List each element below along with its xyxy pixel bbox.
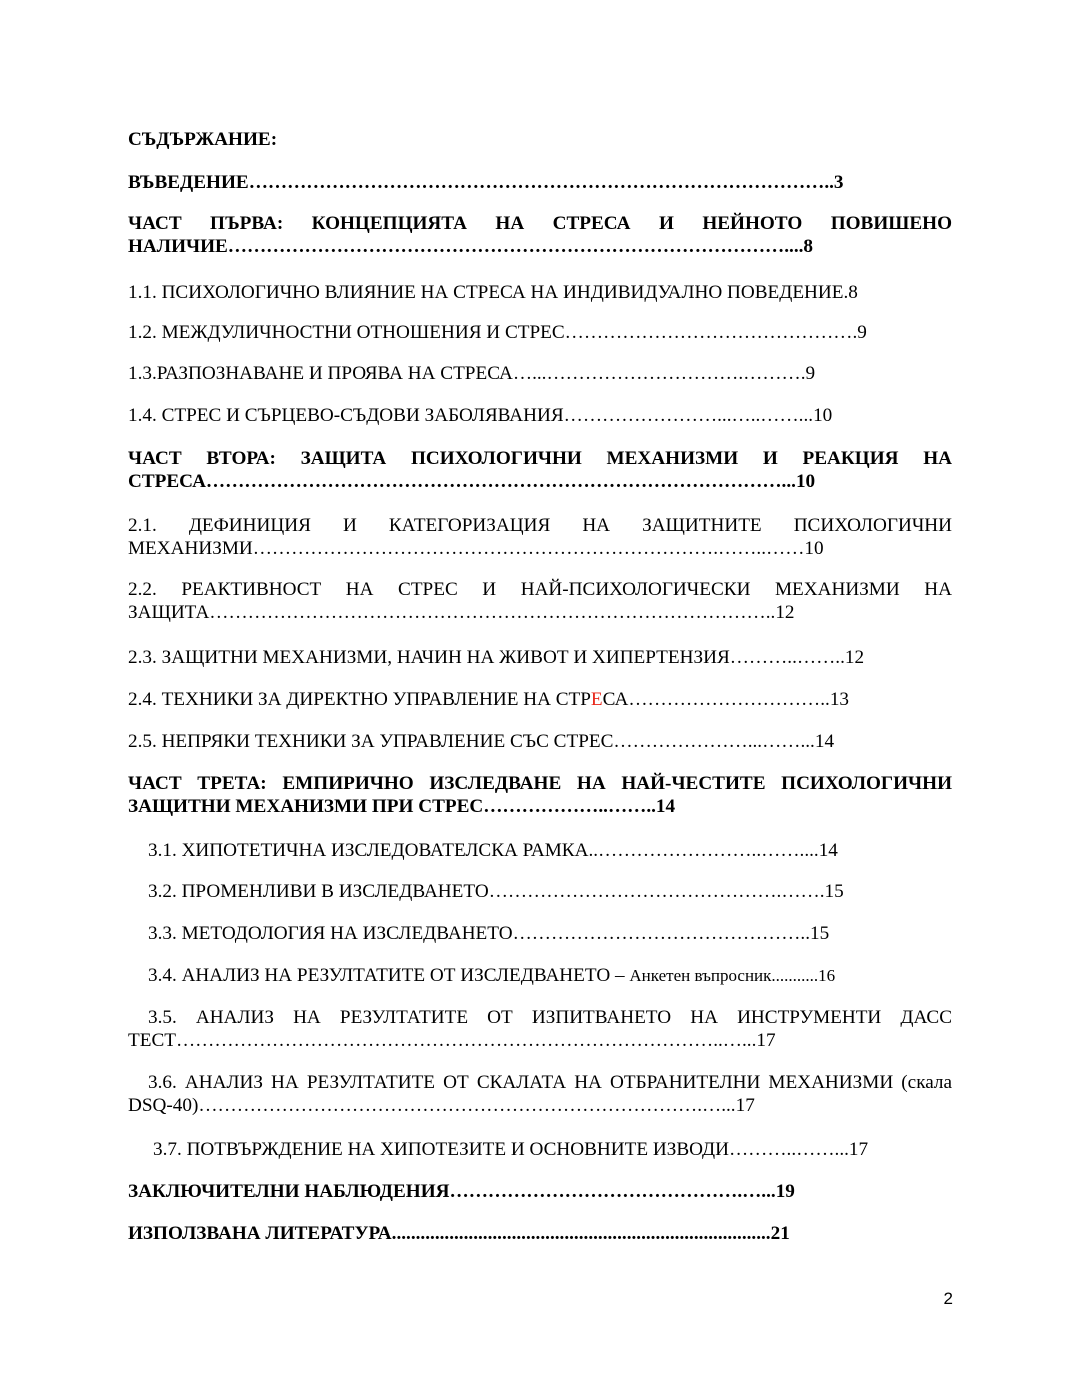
toc-entry-3-4-title: 3.4. АНАЛИЗ НА РЕЗУЛТАТИТЕ ОТ ИЗСЛЕДВАНЕТО – [148,965,630,986]
toc-entry-1-1: 1.1. ПСИХОЛОГИЧНО ВЛИЯНИЕ НА СТРЕСА НА ИНДИВИДУАЛНО ПОВЕДЕНИЕ.8 [128,282,858,303]
toc-entry-2-3: 2.3. ЗАЩИТНИ МЕХАНИЗМИ, НАЧИН НА ЖИВОТ И ХИПЕРТЕНЗИЯ………..……..12 [128,647,865,668]
toc-entry-3-3: 3.3. МЕТОДОЛОГИЯ НА ИЗСЛЕДВАНЕТО………………………………………..15 [148,923,830,944]
toc-entry-introduction: ВЪВЕДЕНИЕ………………………………………………………………………………..3 [128,172,844,193]
toc-entry-3-4-subtitle: Анкетен въпросник...........16 [629,966,836,985]
toc-entry-2-4-text-end: СА…………………………..13 [602,689,850,710]
toc-entry-part-three: ЧАСТ ТРЕТА: ЕМПИРИЧНО ИЗСЛЕДВАНЕ НА НАЙ-ЧЕСТИТЕ ПСИХОЛОГИЧНИ ЗАЩИТНИ МЕХАНИЗМИ ПРИ СТРЕС………………..……..14 [128,773,952,817]
toc-entry-3-7: 3.7. ПОТВЪРЖДЕНИЕ НА ХИПОТЕЗИТЕ И ОСНОВНИТЕ ИЗВОДИ………..……...17 [153,1139,869,1160]
toc-entry-part-two: ЧАСТ ВТОРА: ЗАЩИТА ПСИХОЛОГИЧНИ МЕХАНИЗМИ И РЕАКЦИЯ НА СТРЕСА………………………………………………………………………………...10 [128,448,952,492]
toc-heading: СЪДЪРЖАНИЕ: [128,129,278,150]
toc-entry-3-5: 3.5. АНАЛИЗ НА РЕЗУЛТАТИТЕ ОТ ИЗПИТВАНЕТО НА ИНСТРУМЕНТИ ДАСС ТЕСТ…………………………………………………………………………..…...17 [128,1007,952,1051]
toc-entry-2-4-text-start: 2.4. ТЕХНИКИ ЗА ДИРЕКТНО УПРАВЛЕНИЕ НА СТР [128,689,591,710]
toc-entry-1-4: 1.4. СТРЕС И СЪРЦЕВО-СЪДОВИ ЗАБОЛЯВАНИЯ……………………...…..……...10 [128,405,833,426]
toc-entry-literature: ИЗПОЛЗВАНА ЛИТЕРАТУРА...............................................................................21 [128,1223,790,1244]
toc-entry-2-4-red-letter: Е [590,689,603,710]
toc-entry-3-1: 3.1. ХИПОТЕТИЧНА ИЗСЛЕДОВАТЕЛСКА РАМКА..……………………..……....14 [148,840,838,861]
toc-entry-3-6: 3.6. АНАЛИЗ НА РЕЗУЛТАТИТЕ ОТ СКАЛАТА НА ОТБРАНИТЕЛНИ МЕХАНИЗМИ (скала DSQ-40)…………………………………………………………………….…...17 [128,1072,952,1116]
toc-entry-3-4 [148,964,952,987]
toc-entry-2-1: 2.1. ДЕФИНИЦИЯ И КАТЕГОРИЗАЦИЯ НА ЗАЩИТНИТЕ ПСИХОЛОГИЧНИ МЕХАНИЗМИ……………………………………………………………….……..……10 [128,515,952,559]
toc-entry-2-4 [128,688,952,711]
toc-entry-2-2: 2.2. РЕАКТИВНОСТ НА СТРЕС И НАЙ-ПСИХОЛОГИЧЕСКИ МЕХАНИЗМИ НА ЗАЩИТА……………………………………………………………………………..12 [128,579,952,623]
toc-entry-1-2: 1.2. МЕЖДУЛИЧНОСТНИ ОТНОШЕНИЯ И СТРЕС……………………………………….9 [128,322,867,343]
toc-entry-1-3: 1.3.РАЗПОЗНАВАНЕ И ПРОЯВА НА СТРЕСА…...………………………….……….9 [128,363,816,384]
toc-entry-3-2: 3.2. ПРОМЕНЛИВИ В ИЗСЛЕДВАНЕТО……………………………………….…….15 [148,881,844,902]
page-number: 2 [943,1289,953,1308]
toc-entry-conclusions: ЗАКЛЮЧИТЕЛНИ НАБЛЮДЕНИЯ……………………………………….…...19 [128,1181,795,1202]
toc-entry-2-5: 2.5. НЕПРЯКИ ТЕХНИКИ ЗА УПРАВЛЕНИЕ СЪС СТРЕС…………………...……...14 [128,731,835,752]
toc-entry-part-one: ЧАСТ ПЪРВА: КОНЦЕПЦИЯТА НА СТРЕСА И НЕЙНОТО ПОВИШЕНО НАЛИЧИЕ……………………………………………………………………………....8 [128,213,952,257]
